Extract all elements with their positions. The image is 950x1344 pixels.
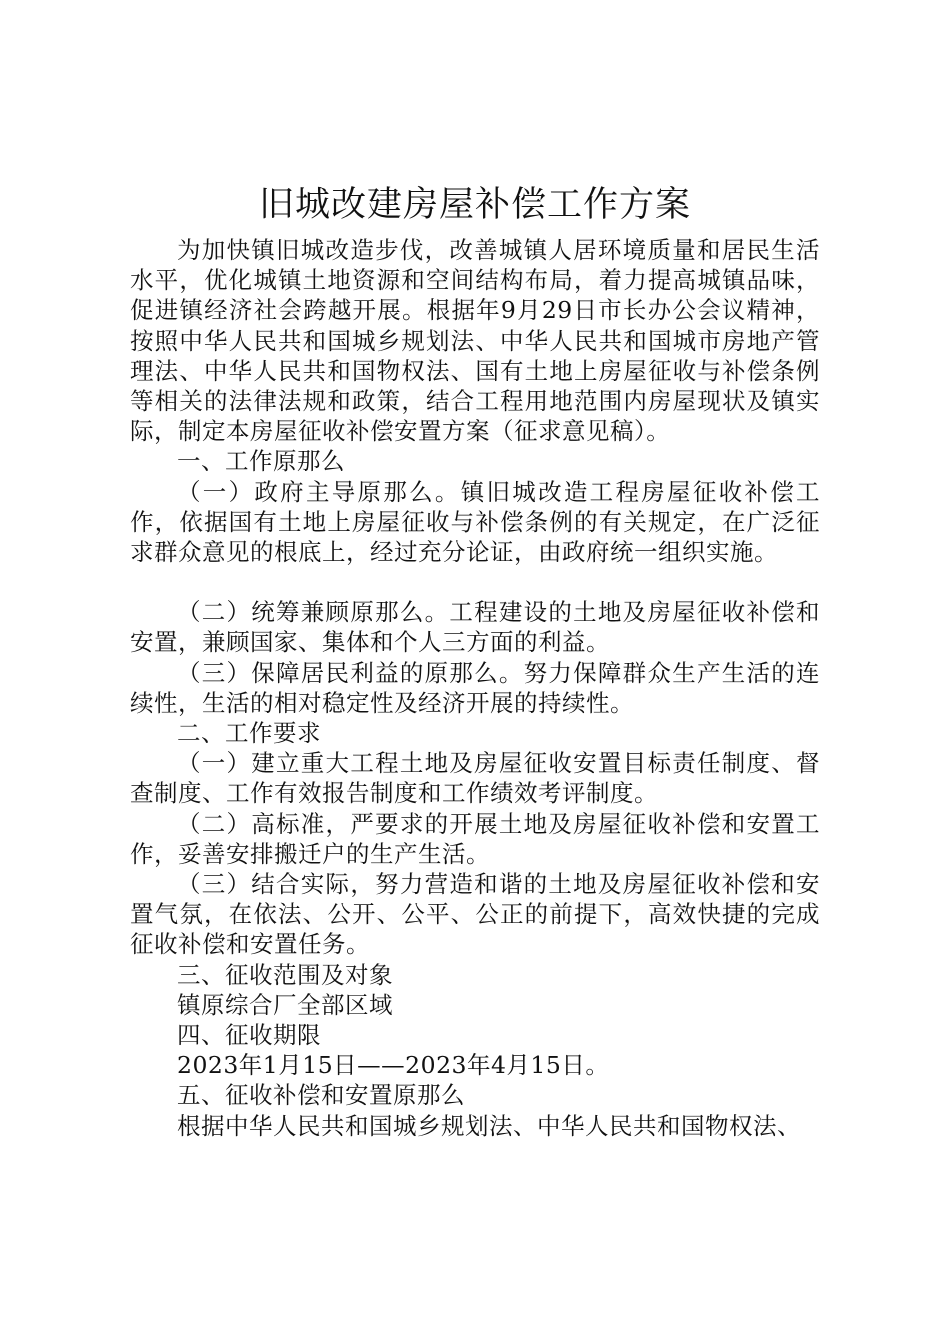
section-heading-requirements: 二、工作要求 [177,719,321,748]
requirement-3-paragraph: （三）结合实际，努力营造和谐的土地及房屋征收补偿和安置气氛，在依法、公开、公平、公正的前提下，高效快捷的完成征收补偿和安置任务。 [130,870,820,959]
section-heading-compensation: 五、征收补偿和安置原那么 [177,1081,465,1110]
principle-3-paragraph: （三）保障居民利益的原那么。努力保障群众生产生活的连续性，生活的相对稳定性及经济开展的持续性。 [130,658,820,717]
document-title: 旧城改建房屋补偿工作方案 [258,185,691,225]
compensation-paragraph: 根据中华人民共和国城乡规划法、中华人民共和国物权法、 [177,1111,801,1140]
requirement-1-paragraph: （一）建立重大工程土地及房屋征收安置目标责任制度、督查制度、工作有效报告制度和工作绩效考评制度。 [130,749,820,808]
principle-1-paragraph: （一）政府主导原那么。镇旧城改造工程房屋征收补偿工作，依据国有土地上房屋征收与补偿条例的有关规定，在广泛征求群众意见的根底上，经过充分论证，由政府统一组织实施。 [130,477,820,567]
principle-2-paragraph: （二）统筹兼顾原那么。工程建设的土地及房屋征收补偿和安置，兼顾国家、集体和个人三方面的利益。 [130,598,820,657]
period-paragraph: 2023年1月15日——2023年4月15日。 [177,1051,610,1080]
section-heading-scope: 三、征收范围及对象 [177,960,393,989]
requirement-2-paragraph: （二）高标准，严要求的开展土地及房屋征收补偿和安置工作，妥善安排搬迁户的生产生活。 [130,809,820,868]
document-body [130,235,820,1141]
scope-paragraph: 镇原综合厂全部区域 [177,990,393,1019]
intro-paragraph: 为加快镇旧城改造步伐，改善城镇人居环境质量和居民生活水平，优化城镇土地资源和空间结构布局，着力提高城镇品味，促进镇经济社会跨越开展。根据年9月29日市长办公会议精神，按照中华人民共和国城乡规划法、中华人民共和国城市房地产管理法、中华人民共和国物权法、国有土地上房屋征收与补偿条例等相关的法律法规和政策，结合工程用地范围内房屋现状及镇实际，制定本房屋征收补偿安置方案（征求意见稿）。 [130,236,820,446]
section-heading-period: 四、征收期限 [177,1021,321,1050]
section-heading-principles: 一、工作原那么 [177,447,345,476]
